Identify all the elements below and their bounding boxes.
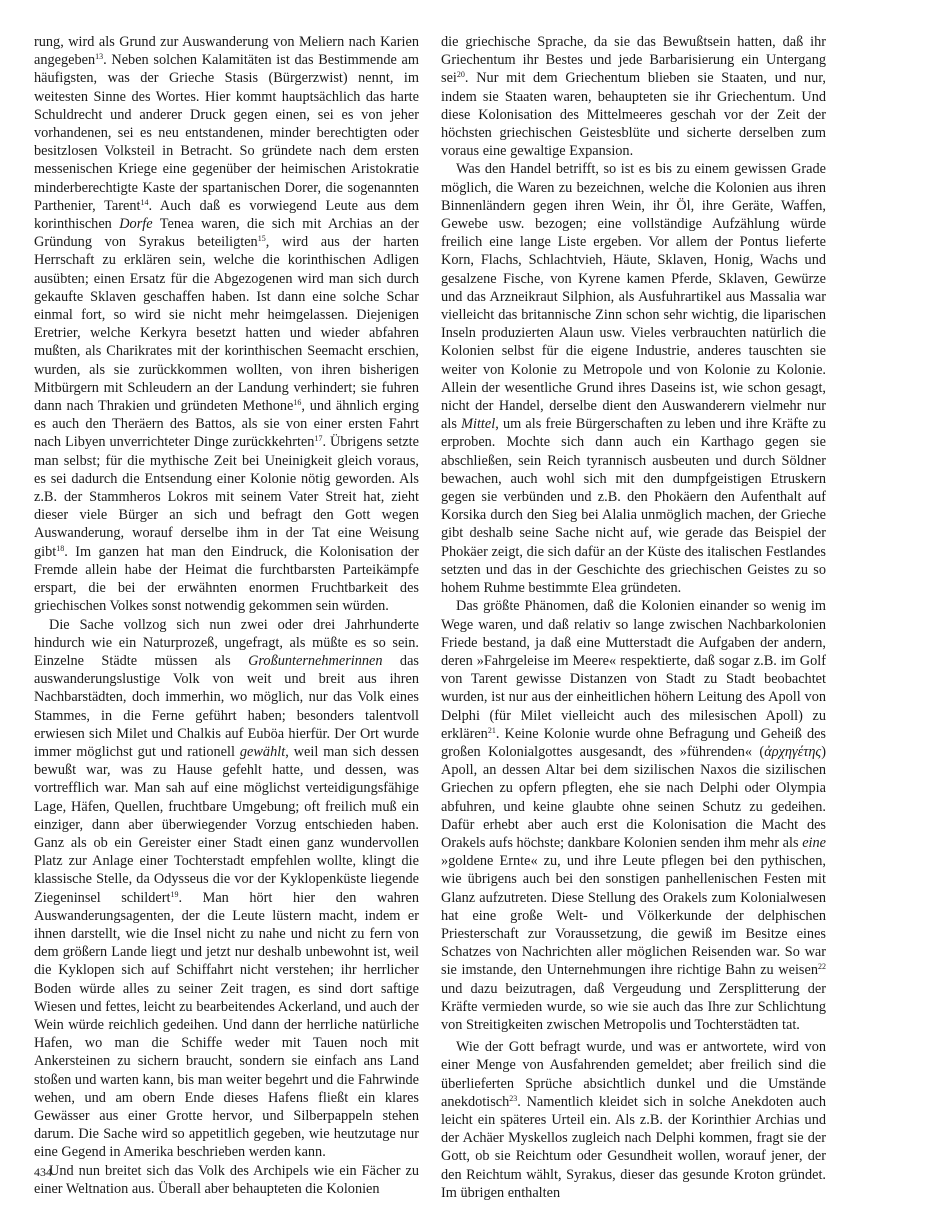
footnote-ref: 20 [456,70,465,80]
text-run: Und nun breitet sich das Volk des Archipels wie ein Fächer zu einer Weltnation aus. Überall aber behaupteten die Kolonien [34,1162,419,1197]
text-run: , und ähnlich erging es auch den Theräern des Battos, als sie von einer ersten Fahrt nach Libyen unverrichteter Dinge zurückkehrten [34,398,419,451]
text-run: Das größte Phänomen, daß die Kolonien einander so wenig im Wege waren, und daß relativ so lange zwischen Nachbarkolonien Friede bestand, ja daß eine Mutterstadt die Aufgaben der andern, deren »Fahrgeleise im Meere« respektierte, daß sogar z.B. im Golf von Tarent gewisse Distanzen von Stadt zu Stadt beobachtet wurden, ist nur aus der einheitlichen höhern Leitung des Apoll von Delphi (für Milet vielleicht auch des milesischen Apoll) zu erklären [441,598,826,742]
text-run: . Auch daß es vorwiegend Leute aus dem korinthischen [34,197,419,233]
text-run: Wie der Gott befragt wurde, und was er antwortete, wird von einer Menge von Ausfahrenden gemeldet; aber freilich sind die überlieferten Sprüche absichtlich dunkel und die Umstände anekdotisch [441,1039,826,1110]
footnote-ref: 18 [56,543,65,553]
footnote-ref: 17 [314,434,323,444]
paragraph [34,1162,419,1198]
footnote-ref: 21 [487,725,496,735]
text-run: rung, wird als Grund zur Auswanderung von Meliern nach Karien angegeben [34,34,419,69]
right-text-column [441,33,826,1202]
text-run: Tenea waren, die sich mit Archias an der Gründung von Syrakus beteiligten [34,216,419,251]
footnote-ref: 13 [95,52,104,62]
text-run: und dazu beizutragen, daß Vergeudung und Zersplitterung der Kräfte vermieden wurde, so wie sie auch das Ihre zur Schlichtung von Streitigkeiten zwischen Metropolis und Tochterstädten tat. [441,980,826,1033]
paragraph [441,33,826,160]
emphasis-text: Mittel [461,416,496,433]
paragraph [34,33,419,616]
footnote-ref: 15 [257,234,266,244]
paragraph [441,160,826,597]
text-run: die griechische Sprache, da sie das Bewußtsein hatten, daß ihr Griechentum ihr Bestes und jede Barbarisierung ein Untergang sei [441,34,826,87]
text-run: . Nur mit dem Griechentum blieben sie Staaten, und nur, indem sie Staaten waren, behaupteten sie ihr Griechentum. Und diese Kolonisation des Mittelmeeres geschah vor der Zeit der höchsten griechischen Geistesblüte und sicherte derselben zum voraus eine gewaltige Expansion. [441,70,826,160]
footnote-ref: 16 [293,398,302,408]
text-run: das auswanderungslustige Volk von weit und breit aus ihren Nachbarstädten, doch immerhin, wo möglich, nur das Volk eines Stammes, in die Ferne geführt haben; besonders talentvoll erwiesen sich Milet und Chalkis auf Euböa hierfür. Der Ort wurde immer möglichst gut und rationell [34,652,419,760]
text-run: »goldene Ernte« zu, und ihre Leute pflegen bei den pythischen, wie übrigens auch bei den sonstigen panhellenischen Festen mit Glanz aufzutreten. Diese Stellung des Orakels zum Kolonialwesen hat eine große Welt- und Völkerkunde der delphischen Priesterschaft zur Voraussetzung, die gewiß im Besitze eines Schatzes von Nachrichten aller möglichen Reisenden war. So war sie imstande, den Unternehmungen ihre richtige Bahn zu weisen [441,853,826,979]
paragraph [34,616,419,1162]
text-run: , weil man sich dessen bewußt war, was zu Hause gefehlt hatte, und dessen, was vortrefflich war. Man sah auf eine möglichst verteidigungsfähige Lage, Häfen, Quellen, fruchtbare Umgebung; oft freilich muß ein einziger, dann aber überwiegender Vorzug entschieden haben. Ganz als ob ein Gereister einer Stadt einen ganz wundervollen Platz zur Anlage einer Tochterstadt empfehlen wollte, klingt die klassische Stelle, da Odysseus die vor der Kyklopenküste liegende Ziegeninsel schildert [34,743,420,906]
paragraph [441,1038,826,1202]
paragraph [441,597,826,1034]
emphasis-text: Dorfe [119,216,153,233]
text-run: ) Apoll, an dessen Altar bei dem sizilischen Naxos die sizilischen Griechen zu opfern pflegten, ehe sie nach Delphi oder Olympia abfuhren, und keine glaubte ohne seinen Schutz zu gedeihen. Dafür erhebt aber auch erst die Kolonisation die Macht des Orakels aufs höchste; dankbare Kolonien senden ihm mehr als [441,743,826,851]
footnote-ref: 23 [509,1093,518,1103]
text-run: . Namentlich kleidet sich in solche Anekdoten auch leicht ein späteres Urteil ein. Als z.B. der Korinthier Archias und der Achäer Myskellos zugleich nach Delphi kommen, fragt sie der Gott, ob sie Reichtum oder Gesundheit wollen, worauf jener, der den Reichtum wählt, Syrakus, dieser das gesunde Kroton gründet. Im übrigen enthalten [441,1093,826,1201]
text-run: Die Sache vollzog sich nun zwei oder drei Jahrhunderte hindurch wie ein Naturprozeß, ungefragt, als müßte es so sein. Einzelne Städte müssen als [34,616,419,669]
footnote-ref: 22 [818,962,826,972]
page-number: 434 [34,1165,52,1179]
emphasis-text: gewählt [239,743,286,760]
text-run: Was den Handel betrifft, so ist es bis zu einem gewissen Grade möglich, die Waren zu bezeichnen, welche die Kolonien aus ihren Binnenländern gegen ihren Wein, ihr Öl, ihre Geräte, Waffen, Gewebe usw. bezogen; eine vollständige Aufzählung würde freilich eine lange Liste ergeben. Vor allem der Pontus lieferte Korn, Flachs, Schlachtvieh, Häute, Sklaven, Honig, Wachs und gesalzene Fische, von Kyrene kamen Pferde, Sklaven, Gewürze und das Arzneikraut Silphion, als Ausfuhrartikel aus Massalia war vielleicht das britannische Zinn schon sehr wichtig, die liparischen Inseln produzierten Alaun usw. Vieles verbrauchten natürlich die Kolonien selbst für die eigene Industrie, anderes tauschten sie weiter von Kolonie zu Metropole und von Kolonie zu Kolonie. Allein der wesentliche Grund ihres Daseins ist, wie schon gesagt, nicht der Handel, derselbe dient den Auswanderern vielmehr nur als [441,161,826,433]
left-text-column [34,33,419,1198]
text-run: . Man hört hier den wahren Auswanderungsagenten, der die Leute lüstern macht, indem er ihnen darstellt, wie die Insel nicht zu nahe und nicht zu fern von dem größern Lande liegt und jetzt nur deshalb unbewohnt ist, weil die Kyklopen sich auf Schiffahrt nicht verstehen; ihr herrlicher Boden würde alles zu seiner Zeit tragen, es sind dort saftige Wiesen und fettes, leicht zu bearbeitendes Ackerland, und auch der Wein würde reichlich gedeihen. Und dann der herrliche natürliche Hafen, wo man die Schiffe weder mit Tauen noch mit Ankersteinen zu sichern braucht, sondern sie einfach ans Land stoßen und warten kann, bis man weiter begehrt und die Fahrwinde wehen, und am obern Ende dieses Hafens fließt ein klares Gewässer aus einer Grotte hervor, und Silberpappeln stehen darum. Die Sache wird so appetitlich gegeben, wie heutzutage nur eine Gegend in Amerika beschrieben werden kann. [34,889,419,1161]
footnote-ref: 14 [140,197,149,207]
text-run: . Übrigens setzte man selbst; für die mythische Zeit bei Uneinigkeit gleich voraus, es sei dadurch die Entsendung einer Kolonie nötig geworden. Als z.B. der Stammheros Lokros mit seinem Vater Streit hat, zieht dieser viele Bürger an sich und befragt den Gott wegen Auswanderung, worauf derselbe ihm in der Tat eine Weisung gibt [34,434,419,560]
text-run: , um als freie Bürgerschaften zu leben und ihre Kräfte zu erproben. Mochte sich dann auch ein Karthago gegen sie abschließen, sein Reich tyrannisch ausbeuten und durch Söldner bewachen, auch wohl sich mit den dumpfgeistigen Etruskern gegen sie verbünden und z.B. den Phokäern den Aufenthalt auf Korsika durch den Sieg bei Alalia unmöglich machen, der Grieche gibt deshalb seine Sache nicht auf, wie gerade das Beispiel der Phokäer zeigt, die sich dafür an der Küste des italischen Festlandes setzten und das in der Geschichte des griechischen Geistes zu so hohem Ruhme bestimmte Elea gründeten. [441,416,826,597]
text-run: . Neben solchen Kalamitäten ist das Bestimmende am häufigsten, was der Grieche Stasis (Bürgerzwist) nennt, im weitesten Sinne des Wortes. Hier kommt hauptsächlich das harte Schuldrecht und anderer Druck gegen einen, sei es von jeher vorhandenen, sei es neu entstandenen, minder berechtigten oder besitzlosen Volksteil in Betracht. So gründete nach dem ersten messenischen Kriege eine gegenüber der heimischen Aristokratie minderberechtigte Kaste der spartanischen Dorer, die sogenannten Parthenier, Tarent [34,52,419,214]
footnote-ref: 19 [170,889,179,899]
emphasis-text: eine [802,834,826,851]
emphasis-text: ἀρχηγέτης [764,743,822,760]
emphasis-text: Großunternehmerinnen [248,652,383,669]
text-run: . Im ganzen hat man den Eindruck, die Kolonisation der Fremde allein habe der Heimat die furchtbarsten Parteikämpfe erspart, die bei der erwähnten enormen Fruchtbarkeit des griechischen Volkes sonst notwendig gekommen sein würden. [34,543,419,615]
text-run: , wird aus der harten Herrschaft zu erklären sein, welche die korinthischen Adligen ausübten; einen Ersatz für die Abgezogenen wird man sich durch gekaufte Sklaven geschaffen haben. Ist dann eine solche Schar einmal fort, so wird sie nicht mehr heimgelassen. Diejenigen Eretrier, welche Kerkyra besetzt hatten und wieder abfahren mußten, als Charikrates mit der korinthischen Seemacht erschien, wurden, als sie zurückkommen wollten, von ihren bisherigen Mitbürgern mit Schleudern an der Landung verhindert; sie fuhren dann nach Thrakien und gründeten Methone [34,234,419,415]
text-run: . Keine Kolonie wurde ohne Befragung und Geheiß des großen Kolonialgottes ausgesandt, des »führenden« ( [441,725,826,760]
